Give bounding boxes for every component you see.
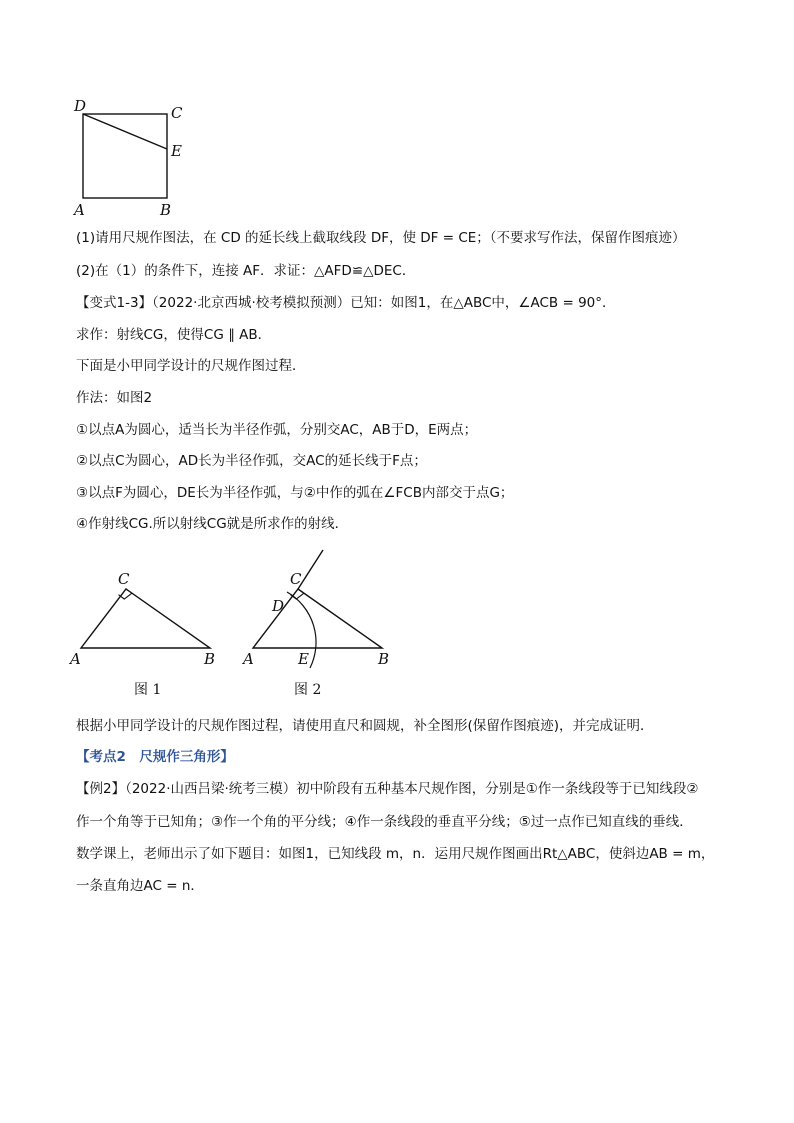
triangle-figures — [60, 540, 420, 705]
step-4: ④作射线CG.所以射线CG就是所求作的射线． — [76, 516, 349, 532]
question-1: (1)请用尺规作图法，在 CD 的延长线上截取线段 DF，使 DF = CE；（不要求写作法，保留作图痕迹） — [76, 230, 686, 246]
fig2-label-e: E — [298, 650, 309, 668]
square-abcd — [83, 114, 167, 198]
example-line-1: 【例2】（2022·山西吕梁·统考三模）初中阶段有五种基本尺规作图，分别是①作一条线段等于已知线段② — [76, 781, 699, 797]
label-a: A — [74, 201, 85, 219]
triangle-abc-1 — [81, 589, 210, 648]
ray-extension — [298, 550, 323, 589]
instruction-text: 根据小甲同学设计的尺规作图过程，请使用直尺和圆规，补全图形(保留作图痕迹)，并完成证明． — [76, 718, 654, 734]
fig2-label-a: A — [243, 650, 254, 668]
kaodian-heading: 【考点2 尺规作三角形】 — [76, 749, 234, 765]
fig2-label-b: B — [378, 650, 390, 668]
example-line-2: 作一个角等于已知角；③作一个角的平分线；④作一条线段的垂直平分线；⑤过一点作已知直线的垂线． — [76, 814, 693, 830]
right-angle-mark-1 — [119, 593, 132, 599]
fig1-caption: 图 1 — [134, 682, 162, 698]
label-c: C — [171, 104, 183, 122]
variant-title: 【变式1-3】（2022·北京西城·校考模拟预测）已知：如图1，在△ABC中，∠ACB = 90°． — [76, 295, 616, 311]
label-d: D — [74, 97, 87, 115]
fig1-label-c: C — [118, 570, 130, 588]
step-2: ②以点C为圆心，AD长为半径作弧，交AC的延长线于F点； — [76, 453, 427, 469]
fig2-label-c: C — [290, 570, 302, 588]
square-figure — [60, 92, 200, 222]
fig2-label-d: D — [272, 597, 285, 615]
intro-text: 下面是小甲同学设计的尺规作图过程． — [76, 358, 306, 374]
fig2-caption: 图 2 — [294, 682, 322, 698]
figure-2 — [241, 550, 389, 698]
example-line-3: 数学课上，老师出示了如下题目：如图1，已知线段 m，n．运用尺规作图画出Rt△ABC，使斜边AB = m， — [76, 846, 715, 862]
segment-de — [83, 114, 167, 149]
figure-1 — [68, 570, 215, 698]
step-1: ①以点A为圆心，适当长为半径作弧，分别交AC，AB于D，E两点； — [76, 422, 478, 438]
fig1-label-a: A — [70, 650, 81, 668]
label-b: B — [160, 201, 172, 219]
question-2: (2)在（1）的条件下，连接 AF．求证：△AFD≌△DEC． — [76, 263, 416, 279]
construction-request: 求作：射线CG，使得CG ∥ AB． — [76, 327, 272, 343]
step-3: ③以点F为圆心，DE长为半径作弧，与②中作的弧在∠FCB内部交于点G； — [76, 485, 514, 501]
label-e: E — [171, 142, 182, 160]
method-label: 作法：如图2 — [76, 390, 153, 406]
example-line-4: 一条直角边AC = n． — [76, 878, 204, 894]
fig1-label-b: B — [204, 650, 216, 668]
